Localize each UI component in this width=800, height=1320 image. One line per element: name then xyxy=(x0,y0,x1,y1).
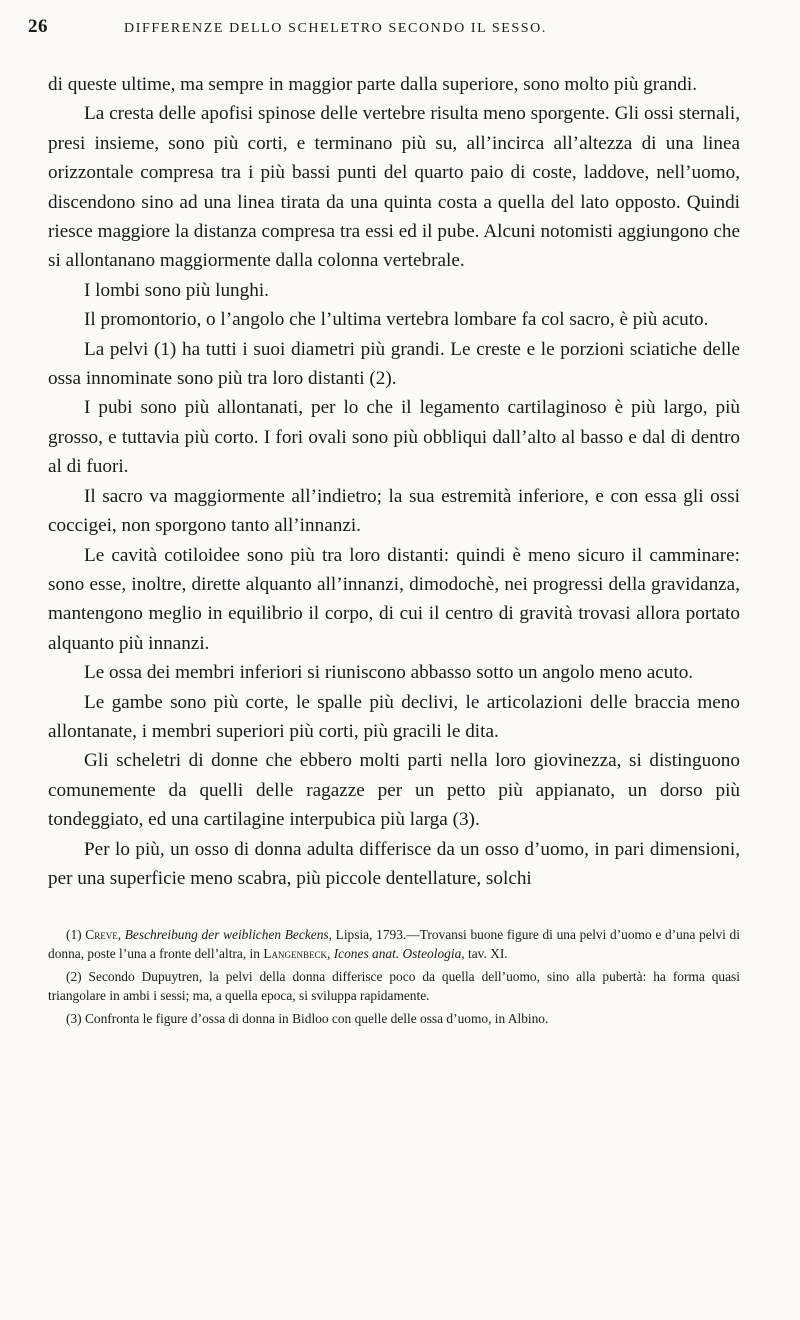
paragraph: di queste ultime, ma sempre in maggior parte dalla superiore, sono molto più grandi. xyxy=(48,74,698,95)
paragraph: La cresta delle apofisi spinose delle vertebre risulta meno sporgente. Gli ossi sternali, presi insieme, sono più corti, e terminano più su, all’incirca all’altezza di una linea orizzontale compresa tra i più bassi punti del quarto paio di coste, laddove, nell’uomo, discendono sino ad una linea tirata da una quinta costa a quella del lato opposto. Quindi riesce maggiore la distanza compresa tra essi ed il pube. Alcuni notomisti aggiungono che si allontanano maggiormente dalla colonna vertebrale. xyxy=(48,103,740,272)
footnote-2: (2) Secondo Dupuytren, la pelvi della donna differisce poco da quella dell’uomo, sino alla pubertà: ha forma quasi triangolare in ambi i sessi; ma, a quella epoca, si sviluppa rapidamente. xyxy=(48,969,740,1004)
paragraph: Per lo più, un osso di donna adulta differisce da un osso d’uomo, in pari dimensioni, per una superficie meno scabra, più piccole dentellature, solchi xyxy=(48,838,740,889)
paragraph: Il sacro va maggiormente all’indietro; la sua estremità inferiore, e con essa gli ossi coccigei, non sporgono tanto all’innanzi. xyxy=(48,485,740,537)
paragraph: I pubi sono più allontanati, per lo che il legamento cartilaginoso è più largo, più grosso, e tuttavia più corto. I fori ovali sono più obbliqui dall’alto al basso e dal di dentro al di fuori. xyxy=(48,397,740,478)
footnote-text: Lipsia, 1793.—Trovansi buone figure di una pelvi d’uomo e d’una pelvi di donna, poste l’una a fronte dell’altra, in xyxy=(48,927,740,962)
running-title: DIFFERENZE DELLO SCHELETRO SECONDO IL SESSO. xyxy=(124,21,547,36)
footnote-3: (3) Confronta le figure d’ossa di donna in Bidloo con quelle delle ossa d’uomo, in Albino. xyxy=(66,1011,549,1027)
paragraph: Le gambe sono più corte, le spalle più declivi, le articolazioni delle braccia meno allontanate, i membri superiori più corti, più gracili le dita. xyxy=(48,691,740,742)
footnote-divider xyxy=(48,893,740,907)
page-number: 26 xyxy=(28,16,48,37)
footnote-author: Langenbeck, xyxy=(263,946,331,962)
footnote-marker: (1) xyxy=(66,927,82,943)
footnote-work-title: Icones anat. Osteologia, xyxy=(333,946,465,962)
paragraph: La pelvi (1) ha tutti i suoi diametri più grandi. Le creste e le porzioni sciatiche delle ossa innominate sono più tra loro distanti (2). xyxy=(48,338,740,390)
paragraph: I lombi sono più lunghi. xyxy=(84,279,269,301)
footnotes xyxy=(48,925,740,1028)
main-text xyxy=(48,70,740,893)
paragraph: Le ossa dei membri inferiori si riuniscono abbasso sotto un angolo meno acuto. xyxy=(84,662,694,684)
paragraph: Gli scheletri di donne che ebbero molti parti nella loro giovinezza, si distinguono comunemente da quelli delle ragazze per un petto più appianato, un dorso più tondeggiato, ed una cartilagine interpubica più larga (3). xyxy=(48,750,740,831)
paragraph: Le cavità cotiloidee sono più tra loro distanti: quindi è meno sicuro il camminare: sono esse, inoltre, dirette alquanto all’innanzi, dimodochè, nei progressi della gravidanza, mantengono meglio in equilibrio il corpo, di cui il centro di gravità trovasi allora portato alquanto più innanzi. xyxy=(48,544,740,654)
running-head xyxy=(28,16,740,52)
paragraph: Il promontorio, o l’angolo che l’ultima vertebra lombare fa col sacro, è più acuto. xyxy=(84,309,709,331)
footnote-author: Creve, xyxy=(85,927,122,943)
footnote-work-title: Beschreibung der weiblichen Beckens, xyxy=(124,927,332,943)
footnote-1 xyxy=(48,925,740,963)
footnote-text: tav. XI. xyxy=(467,946,508,962)
